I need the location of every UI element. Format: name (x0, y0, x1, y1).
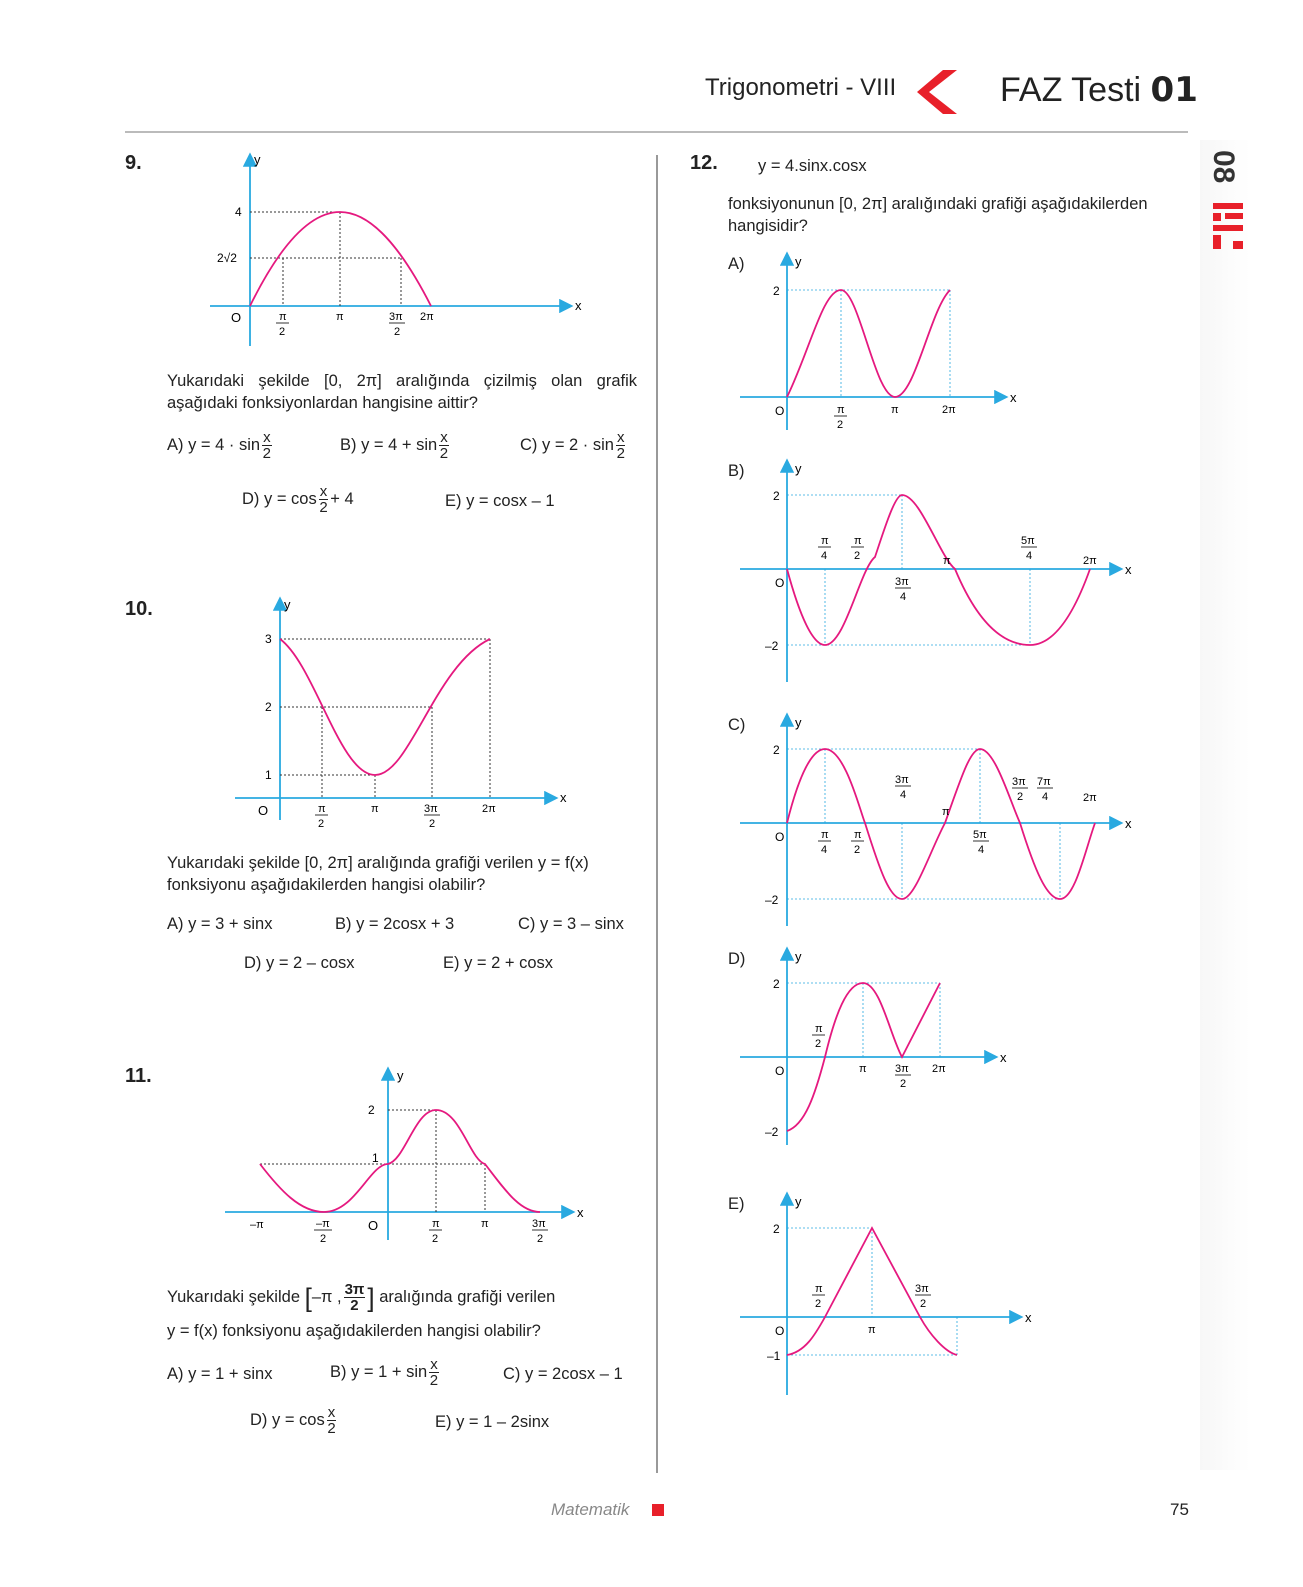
test-title (1000, 70, 1198, 110)
q12-option-d[interactable]: D) (728, 950, 746, 968)
svg-text:2π: 2π (482, 803, 496, 815)
svg-text:y: y (795, 461, 802, 476)
column-divider (656, 155, 658, 1473)
svg-text:2: 2 (432, 1233, 439, 1245)
q12-option-c[interactable]: C) (728, 716, 746, 734)
test-prefix: FAZ Testi (1000, 71, 1142, 109)
svg-text:2π: 2π (1083, 555, 1097, 567)
q9-option-c[interactable]: C) y = 2 · sin $\frac{x}{2}$ (520, 429, 625, 462)
svg-text:4: 4 (978, 844, 985, 856)
svg-text:y: y (795, 715, 802, 730)
svg-text:x: x (1125, 816, 1132, 831)
svg-text:π: π (815, 1283, 823, 1295)
svg-text:π: π (481, 1218, 489, 1230)
svg-text:2: 2 (900, 1078, 907, 1090)
svg-text:2π: 2π (1083, 792, 1097, 804)
svg-text:2: 2 (368, 1103, 375, 1117)
svg-text:π: π (854, 535, 862, 547)
footer-subject: Matematik (551, 1500, 630, 1519)
svg-text:4: 4 (900, 591, 907, 603)
svg-text:O: O (775, 404, 785, 418)
q12-option-a[interactable]: A) (728, 255, 745, 273)
q10-option-d[interactable]: D) y = 2 – cosx (244, 954, 355, 972)
svg-text:2√2: 2√2 (217, 251, 237, 265)
svg-text:π: π (821, 829, 829, 841)
q11-option-c[interactable]: C) y = 2cosx – 1 (503, 1365, 623, 1383)
svg-text:3π: 3π (424, 803, 438, 815)
svg-text:x: x (1125, 562, 1132, 577)
svg-text:2π: 2π (420, 311, 434, 323)
svg-text:1: 1 (265, 768, 272, 782)
svg-text:x: x (1025, 1310, 1032, 1325)
svg-text:x: x (560, 790, 567, 805)
svg-text:x: x (575, 298, 582, 313)
svg-text:–2: –2 (765, 893, 779, 907)
svg-text:3: 3 (265, 632, 272, 646)
svg-text:–π: –π (316, 1218, 330, 1230)
svg-text:2: 2 (837, 419, 844, 430)
q11-option-e[interactable]: E) y = 1 – 2sinx (435, 1413, 550, 1431)
svg-text:2: 2 (320, 1233, 327, 1245)
svg-text:2: 2 (1017, 791, 1024, 803)
q12-option-a-graph (735, 250, 1035, 430)
svg-text:π: π (371, 803, 379, 815)
svg-text:5π: 5π (1021, 535, 1035, 547)
svg-text:2: 2 (279, 326, 286, 338)
svg-text:π: π (279, 311, 287, 323)
svg-text:π: π (837, 404, 845, 416)
svg-text:π: π (336, 311, 344, 323)
svg-text:π: π (854, 829, 862, 841)
svg-text:4: 4 (1026, 550, 1033, 562)
svg-text:2: 2 (815, 1038, 822, 1050)
header-divider (125, 131, 1188, 133)
svg-text:π: π (859, 1063, 867, 1075)
svg-text:y: y (795, 254, 802, 269)
q12-option-e-graph (735, 1190, 1035, 1400)
question-10-number: 10. (125, 598, 153, 620)
q9-option-e[interactable]: E) y = cosx – 1 (445, 492, 555, 510)
svg-text:O: O (775, 1064, 785, 1078)
svg-text:4: 4 (1042, 791, 1049, 803)
svg-text:y: y (254, 152, 261, 167)
q12-option-b[interactable]: B) (728, 462, 745, 480)
question-9-text: Yukarıdaki şekilde [0, 2π] aralığında çizilmiş olan grafik aşağıdaki fonksiyonlardan hangisine aittir? (167, 372, 637, 412)
svg-text:–π: –π (250, 1219, 264, 1231)
test-number: 01 (1150, 70, 1198, 110)
svg-text:2π: 2π (932, 1063, 946, 1075)
q12-option-c-graph (735, 711, 1145, 941)
question-11-text: Yukarıdaki şekilde [–π , $\frac{3\pi}{2}$ ] aralığında grafiği verilen (167, 1281, 556, 1314)
q10-option-e[interactable]: E) y = 2 + cosx (443, 954, 554, 972)
curve (250, 212, 431, 306)
q12-option-b-graph (735, 457, 1145, 687)
question-11-text-line2: y = f(x) fonksiyonu aşağıdakilerden hangisi olabilir? (167, 1322, 541, 1340)
svg-text:3π: 3π (895, 576, 909, 588)
svg-text:π: π (943, 555, 951, 567)
question-12-text: fonksiyonunun [0, 2π] aralığındaki grafiği aşağıdakilerden hangisidir? (728, 195, 1148, 235)
svg-text:5π: 5π (973, 829, 987, 841)
question-12-function: y = 4.sinx.cosx (758, 157, 867, 175)
svg-text:O: O (368, 1218, 379, 1233)
svg-text:π: π (821, 535, 829, 547)
svg-text:π: π (942, 806, 950, 818)
svg-text:π: π (318, 803, 326, 815)
svg-text:2: 2 (854, 844, 861, 856)
question-11-number: 11. (125, 1065, 152, 1087)
svg-text:4: 4 (821, 550, 828, 562)
question-9-graph (205, 150, 595, 350)
side-tab-number: 08 (1207, 150, 1240, 184)
svg-text:π: π (891, 404, 899, 416)
question-10-text: Yukarıdaki şekilde [0, 2π] aralığında grafiği verilen y = f(x) fonksiyonu aşağıdakilerden hangisi olabilir? (167, 854, 589, 894)
svg-text:2: 2 (537, 1233, 544, 1245)
svg-text:3π: 3π (915, 1283, 929, 1295)
q9-option-b[interactable]: B) y = 4 + sin $\frac{x}{2}$ (340, 429, 449, 462)
svg-text:x: x (1000, 1050, 1007, 1065)
svg-text:2: 2 (318, 818, 325, 830)
svg-text:π: π (868, 1324, 876, 1336)
faz-side-logo-icon (1213, 203, 1243, 249)
svg-text:2: 2 (773, 743, 780, 757)
q9-option-a[interactable]: A) y = 4 · sin $\frac{x}{2}$ (167, 429, 271, 462)
svg-text:y: y (397, 1068, 404, 1083)
svg-text:3π: 3π (1012, 776, 1026, 788)
svg-text:O: O (775, 830, 785, 844)
svg-text:O: O (258, 803, 269, 818)
svg-text:3π: 3π (532, 1218, 546, 1230)
q12-option-e[interactable]: E) (728, 1195, 745, 1213)
svg-text:2: 2 (773, 1222, 780, 1236)
question-11-graph (220, 1060, 590, 1260)
svg-text:2: 2 (773, 284, 780, 298)
q10-option-c[interactable]: C) y = 3 – sinx (518, 915, 624, 933)
svg-text:2π: 2π (942, 404, 956, 416)
footer-square-icon (652, 1504, 664, 1516)
chevron-logo-icon (913, 70, 957, 114)
question-12-number: 12. (690, 152, 718, 174)
svg-text:4: 4 (900, 789, 907, 801)
q10-option-b[interactable]: B) y = 2cosx + 3 (335, 915, 455, 933)
svg-text:–2: –2 (765, 639, 779, 653)
question-10-graph (230, 595, 580, 835)
svg-text:O: O (231, 310, 242, 325)
q12-option-d-graph (735, 945, 1035, 1150)
q11-option-d[interactable]: D) y = cos $\frac{x}{2}$ (250, 1404, 336, 1437)
q11-option-a[interactable]: A) y = 1 + sinx (167, 1365, 273, 1383)
svg-text:π: π (432, 1218, 440, 1230)
page-number: 75 (1170, 1500, 1189, 1519)
side-tab (1200, 140, 1250, 1470)
svg-text:2: 2 (265, 700, 272, 714)
svg-text:y: y (795, 1194, 802, 1209)
svg-text:x: x (577, 1205, 584, 1220)
svg-text:2: 2 (429, 818, 436, 830)
svg-text:π: π (815, 1023, 823, 1035)
svg-text:2: 2 (773, 489, 780, 503)
svg-text:x: x (1010, 390, 1017, 405)
svg-text:1: 1 (372, 1151, 379, 1165)
q10-option-a[interactable]: A) y = 3 + sinx (167, 915, 273, 933)
svg-text:O: O (775, 576, 785, 590)
svg-text:2: 2 (854, 550, 861, 562)
q11-option-b[interactable]: B) y = 1 + sin $\frac{x}{2}$ (330, 1356, 439, 1389)
svg-text:2: 2 (394, 326, 401, 338)
svg-text:4: 4 (235, 205, 242, 219)
question-9-number: 9. (125, 152, 142, 174)
svg-text:2: 2 (920, 1298, 927, 1310)
svg-text:4: 4 (821, 844, 828, 856)
svg-text:3π: 3π (389, 311, 403, 323)
chapter-title: Trigonometri - VIII (705, 74, 897, 101)
svg-text:–1: –1 (767, 1349, 781, 1363)
svg-text:y: y (795, 949, 802, 964)
svg-text:3π: 3π (895, 774, 909, 786)
curve (260, 1110, 540, 1212)
q9-option-d[interactable]: D) y = cos $\frac{x}{2}$ + 4 (242, 483, 354, 516)
svg-text:O: O (775, 1324, 785, 1338)
svg-text:3π: 3π (895, 1063, 909, 1075)
svg-text:7π: 7π (1037, 776, 1051, 788)
svg-text:2: 2 (773, 977, 780, 991)
svg-text:–2: –2 (765, 1125, 779, 1139)
svg-text:y: y (284, 597, 291, 612)
svg-text:2: 2 (815, 1298, 822, 1310)
